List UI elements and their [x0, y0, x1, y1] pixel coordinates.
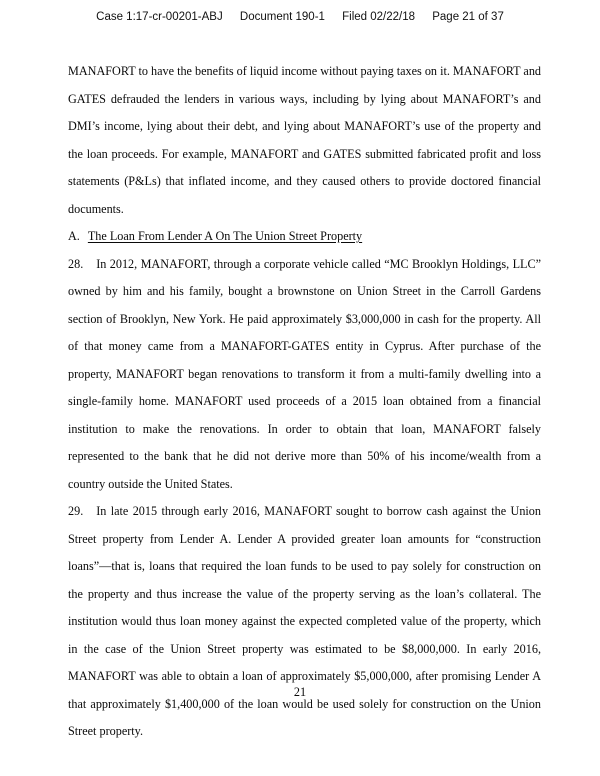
section-heading-title: The Loan From Lender A On The Union Street Property: [87, 229, 363, 243]
paragraph-28: [68, 251, 541, 499]
paragraph-number: 29.: [68, 504, 84, 518]
paragraph-text: In 2012, MANAFORT, through a corporate vehicle called “MC Brooklyn Holdings, LLC” owned by him and his family, bought a brownstone on Union Street in the Carroll Gardens section of Brooklyn, New York. He paid approximately $3,000,000 in cash for the property. All of that money came from a MANAFORT-GATES entity in Cyprus. After purchase of the property, MANAFORT began renovations to transform it from a multi-family dwelling into a single-family home. MANAFORT used proceeds of a 2015 loan obtained from a financial institution to make the renovations. In order to obtain that loan, MANAFORT falsely represented to the bank that he did not derive more than 50% of his income/wealth from a country outside the United States.: [68, 256, 541, 491]
paragraph-29: [68, 498, 541, 746]
case-header: [0, 11, 600, 23]
case-number: Case 1:17-cr-00201-ABJ: [96, 11, 223, 23]
paragraph-number: 28.: [68, 256, 84, 271]
section-heading-label: A.: [68, 229, 80, 243]
page-indicator: Page 21 of 37: [432, 11, 504, 23]
section-heading-a: [68, 223, 541, 251]
document-body: [68, 58, 541, 746]
paragraph-continuation: MANAFORT to have the benefits of liquid income without paying taxes on it. MANAFORT and GATES defrauded the lenders in various ways, including by lying about MANAFORT’s and DMI’s income, lying about their debt, and lying about MANAFORT’s use of the property and the loan proceeds. For example, MANAFORT and GATES submitted fabricated profit and loss statements (P&Ls) that inflated income, and they caused others to provide doctored financial documents.: [68, 64, 542, 216]
filed-date: Filed 02/22/18: [342, 11, 416, 23]
document-number: Document 190-1: [239, 11, 325, 23]
paragraph-text: In late 2015 through early 2016, MANAFORT sought to borrow cash against the Union Street property from Lender A. Lender A provided greater loan amounts for “construction loans”—that is, loans that required the loan funds to be used to pay solely for construction on the property and thus increase the value of the property serving as the loan’s collateral. The institution would thus loan money against the expected completed value of the property, which in the case of the Union Street property was estimated to be $8,000,000. In early 2016, MANAFORT was able to obtain a loan of approximately $5,000,000, after promising Lender A that approximately $1,400,000 of the loan would be used solely for construction on the Union Street property.: [68, 504, 541, 738]
page-number: 21: [293, 685, 307, 699]
